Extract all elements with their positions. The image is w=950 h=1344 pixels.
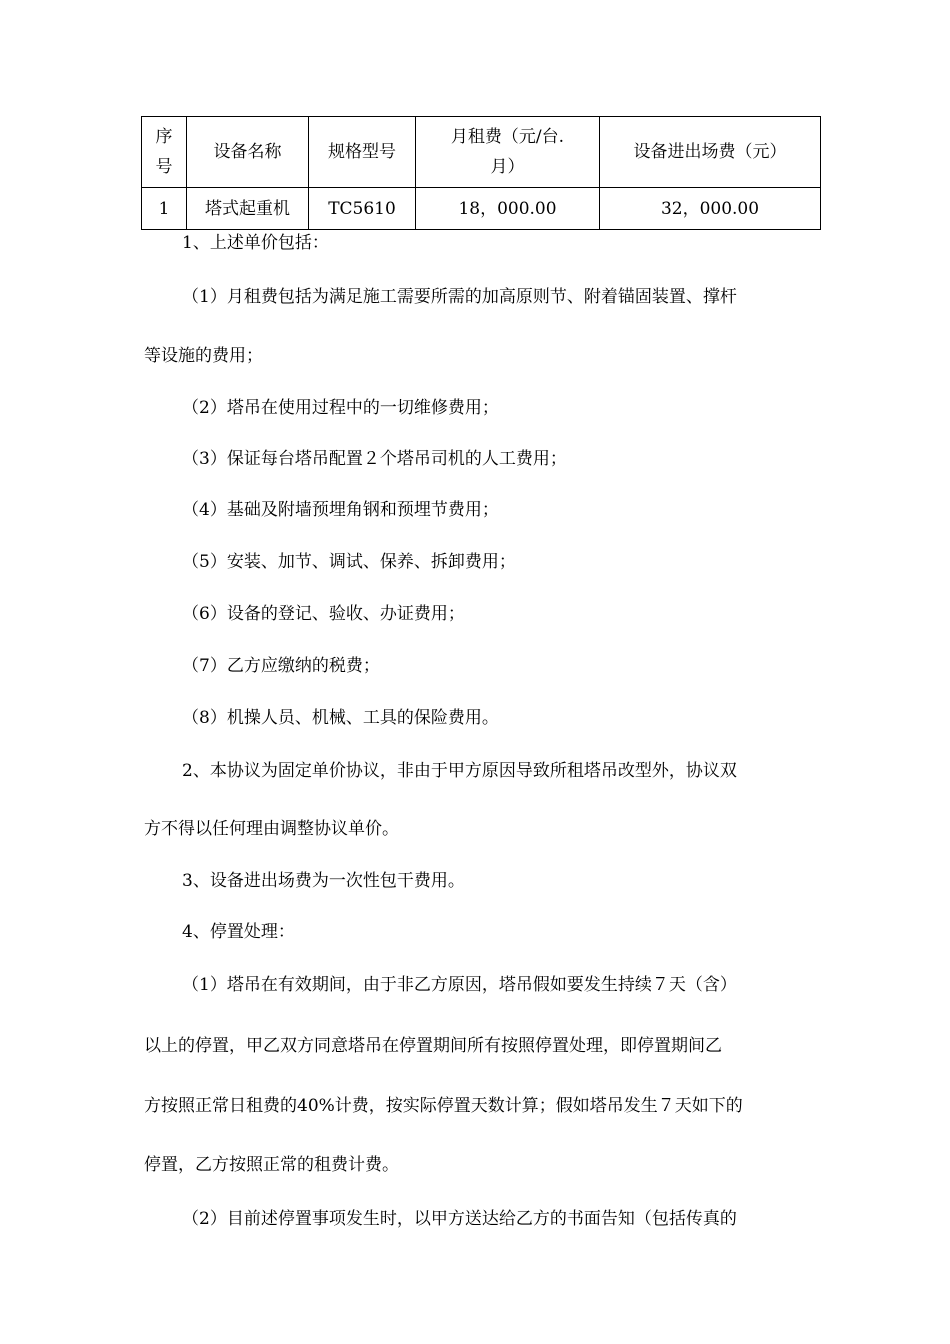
text-line: （2）塔吊在使用过程中的一切维修费用； <box>182 398 499 418</box>
text-line: （2）目前述停置事项发生时，以甲方送达给乙方的书面告知（包括传真的 <box>182 1209 737 1229</box>
cell-model: TC5610 <box>309 188 416 230</box>
text-line: （1）塔吊在有效期间，由于非乙方原因，塔吊假如要发生持续７天（含） <box>182 975 737 995</box>
header-monthly-fee: 月租费（元/台. 月） <box>416 117 600 188</box>
text-line: 方按照正常日租费的40%计费，按实际停置天数计算；假如塔吊发生７天如下的 <box>144 1096 743 1116</box>
text-line: （3）保证每台塔吊配置２个塔吊司机的人工费用； <box>182 449 567 469</box>
text-line: （4）基础及附墙预埋角钢和预埋节费用； <box>182 500 499 520</box>
text-line: 停置，乙方按照正常的租费计费。 <box>144 1155 399 1175</box>
header-name: 设备名称 <box>187 117 309 188</box>
cell-name: 塔式起重机 <box>187 188 309 230</box>
text-line: 以上的停置，甲乙双方同意塔吊在停置期间所有按照停置处理，即停置期间乙 <box>144 1036 722 1056</box>
text-line: 等设施的费用； <box>144 346 263 366</box>
text-line: 2、本协议为固定单价协议，非由于甲方原因导致所租塔吊改型外，协议双 <box>182 761 737 781</box>
text-line: 方不得以任何理由调整协议单价。 <box>144 819 399 839</box>
text-line: （6）设备的登记、验收、办证费用； <box>182 604 465 624</box>
text-line: 1、上述单价包括： <box>182 233 329 253</box>
rental-table <box>141 116 821 230</box>
text-line: （7）乙方应缴纳的税费； <box>182 656 380 676</box>
text-line: （5）安装、加节、调试、保养、拆卸费用； <box>182 552 516 572</box>
table-row <box>142 188 821 230</box>
table-header-row <box>142 117 821 188</box>
header-no: 序 号 <box>142 117 187 188</box>
cell-no: 1 <box>142 188 187 230</box>
header-entry-exit-fee: 设备进出场费（元） <box>600 117 821 188</box>
text-line: 3、设备进出场费为一次性包干费用。 <box>182 871 465 891</box>
cell-monthly-fee: 18，000.00 <box>416 188 600 230</box>
text-line: 4、停置处理： <box>182 922 295 942</box>
cell-entry-exit-fee: 32，000.00 <box>600 188 821 230</box>
header-model: 规格型号 <box>309 117 416 188</box>
text-line: （1）月租费包括为满足施工需要所需的加高原则节、附着锚固装置、撑杆 <box>182 287 737 307</box>
text-line: （8）机操人员、机械、工具的保险费用。 <box>182 708 499 728</box>
